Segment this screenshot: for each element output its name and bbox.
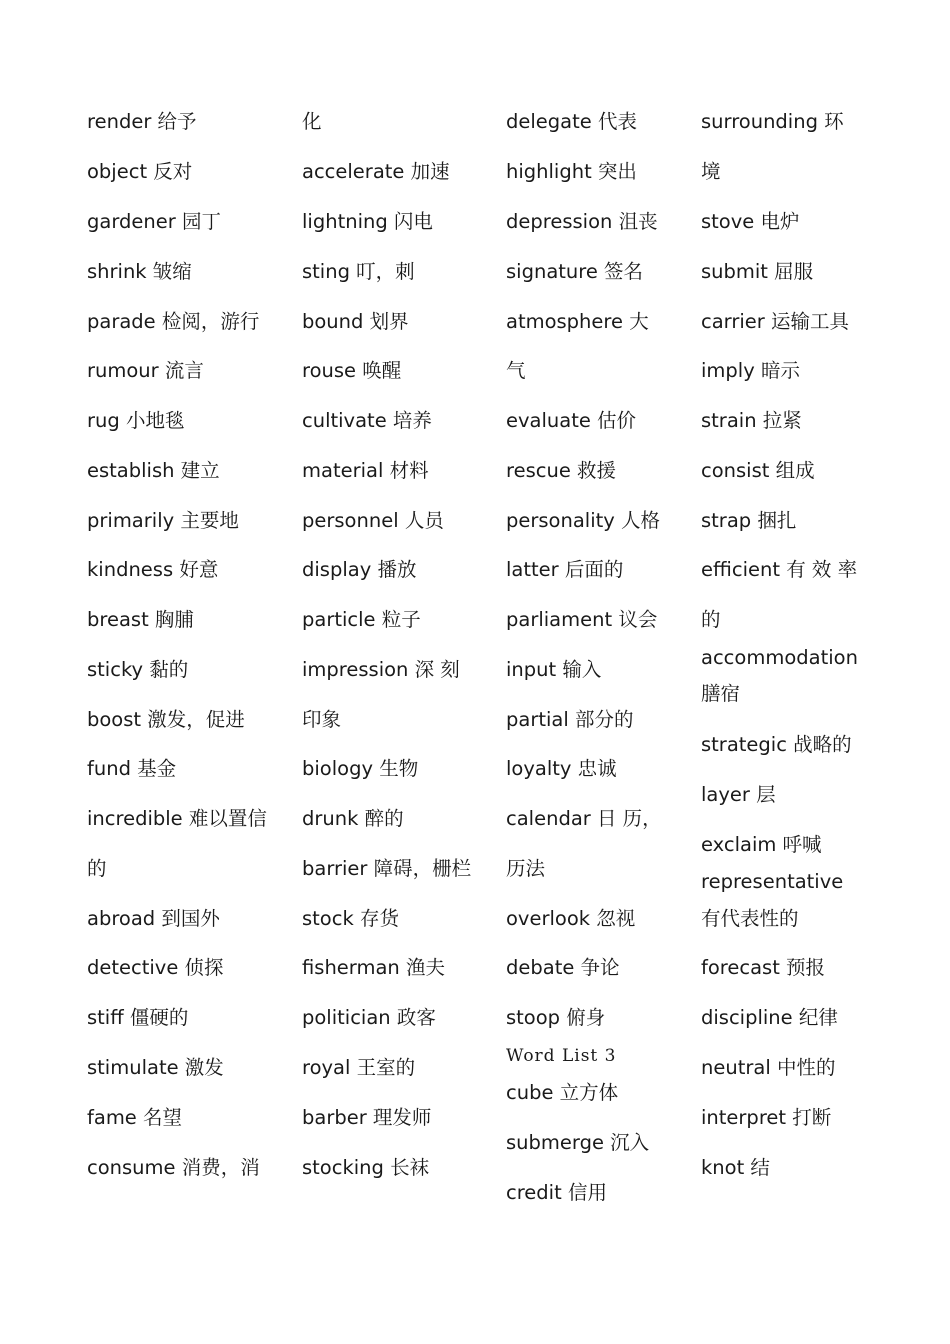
vocab-line: consume 消费，消: [87, 1156, 260, 1179]
vocab-line: kindness 好意: [87, 558, 219, 581]
vocab-line: royal 王室的: [302, 1056, 416, 1079]
vocab-line: depression 沮丧: [506, 210, 658, 233]
vocab-line: 化: [302, 110, 322, 133]
vocab-line: interpret 打断: [701, 1106, 832, 1129]
vocab-line: politician 政客: [302, 1006, 436, 1029]
vocab-line: strategic 战略的: [701, 733, 852, 756]
vocab-line: 的: [701, 608, 721, 631]
vocab-line: personnel 人员: [302, 509, 444, 532]
vocab-line: stimulate 激发: [87, 1056, 224, 1079]
vocab-line: signature 签名: [506, 260, 644, 283]
vocab-line: personality 人格: [506, 509, 661, 532]
vocab-line: atmosphere 大: [506, 310, 649, 333]
vocab-line: 印象: [302, 708, 342, 731]
vocab-line: impression 深 刻: [302, 658, 460, 681]
vocab-line: debate 争论: [506, 956, 620, 979]
vocab-line: stiff 僵硬的: [87, 1006, 189, 1029]
vocab-line: strain 拉紧: [701, 409, 802, 432]
vocab-line: establish 建立: [87, 459, 220, 482]
vocab-line: drunk 醉的: [302, 807, 404, 830]
vocab-line: stocking 长袜: [302, 1156, 430, 1179]
vocab-line: gardener 园丁: [87, 210, 221, 233]
vocab-line: boost 激发，促进: [87, 708, 245, 731]
vocab-line: object 反对: [87, 160, 193, 183]
vocab-line: bound 划界: [302, 310, 409, 333]
vocab-line: material 材料: [302, 459, 429, 482]
vocab-line: fund 基金: [87, 757, 177, 780]
vocab-line: consist 组成: [701, 459, 815, 482]
vocab-line: rouse 唤醒: [302, 359, 402, 382]
vocab-line: submerge 沉入: [506, 1131, 650, 1154]
vocab-line: forecast 预报: [701, 956, 826, 979]
vocab-line: biology 生物: [302, 757, 419, 780]
vocab-line: surrounding 环: [701, 110, 844, 133]
vocab-line: accommodation: [701, 646, 858, 669]
vocab-line: display 播放: [302, 558, 417, 581]
vocab-line: layer 层: [701, 783, 776, 806]
vocab-line: incredible 难以置信: [87, 807, 267, 830]
vocab-line: cultivate 培养: [302, 409, 432, 432]
vocab-line: efficient 有 效 率: [701, 558, 858, 581]
vocab-line: cube 立方体: [506, 1081, 619, 1104]
vocab-line: sticky 黏的: [87, 658, 189, 681]
vocab-line: stoop 俯身: [506, 1006, 606, 1029]
vocab-line: fame 名望: [87, 1106, 183, 1129]
vocab-line: imply 暗示: [701, 359, 800, 382]
vocab-line: representative: [701, 870, 844, 893]
vocab-line: 膳宿: [701, 682, 741, 705]
vocab-line: rug 小地毯: [87, 409, 185, 432]
vocab-line: loyalty 忠诚: [506, 757, 617, 780]
vocab-line: lightning 闪电: [302, 210, 433, 233]
vocab-line: neutral 中性的: [701, 1056, 836, 1079]
vocab-line: strap 捆扎: [701, 509, 797, 532]
vocab-line: barrier 障碍，栅栏: [302, 857, 472, 880]
vocab-line: fisherman 渔夫: [302, 956, 445, 979]
vocab-line: discipline 纪律: [701, 1006, 838, 1029]
vocab-line: sting 叮，刺: [302, 260, 415, 283]
vocab-line: 气: [506, 359, 526, 382]
vocab-line: partial 部分的: [506, 708, 634, 731]
vocab-line: highlight 突出: [506, 160, 637, 183]
vocab-line: render 给予: [87, 110, 197, 133]
vocab-line: shrink 皱缩: [87, 260, 192, 283]
word-list-heading: Word List 3: [506, 1046, 617, 1066]
vocab-line: accelerate 加速: [302, 160, 450, 183]
vocab-line: latter 后面的: [506, 558, 624, 581]
vocab-line: detective 侦探: [87, 956, 224, 979]
vocab-line: 有代表性的: [701, 907, 799, 930]
vocab-line: credit 信用: [506, 1181, 607, 1204]
vocab-line: carrier 运输工具: [701, 310, 849, 333]
vocab-line: particle 粒子: [302, 608, 421, 631]
vocab-line: exclaim 呼喊: [701, 833, 822, 856]
vocab-line: breast 胸脯: [87, 608, 194, 631]
vocab-line: parliament 议会: [506, 608, 658, 631]
vocab-line: 的: [87, 857, 107, 880]
vocab-line: 境: [701, 160, 721, 183]
vocab-line: evaluate 估价: [506, 409, 637, 432]
vocab-line: submit 屈服: [701, 260, 814, 283]
vocab-line: knot 结: [701, 1156, 770, 1179]
vocab-line: overlook 忽视: [506, 907, 636, 930]
vocab-line: stock 存货: [302, 907, 399, 930]
vocab-line: delegate 代表: [506, 110, 637, 133]
vocab-line: 历法: [506, 857, 546, 880]
vocab-line: primarily 主要地: [87, 509, 239, 532]
vocab-line: rescue 救援: [506, 459, 617, 482]
vocab-line: barber 理发师: [302, 1106, 432, 1129]
vocab-line: calendar 日 历，: [506, 807, 662, 830]
vocab-line: stove 电炉: [701, 210, 800, 233]
vocab-line: input 输入: [506, 658, 602, 681]
vocab-line: abroad 到国外: [87, 907, 220, 930]
vocab-line: rumour 流言: [87, 359, 204, 382]
vocab-line: parade 检阅，游行: [87, 310, 260, 333]
